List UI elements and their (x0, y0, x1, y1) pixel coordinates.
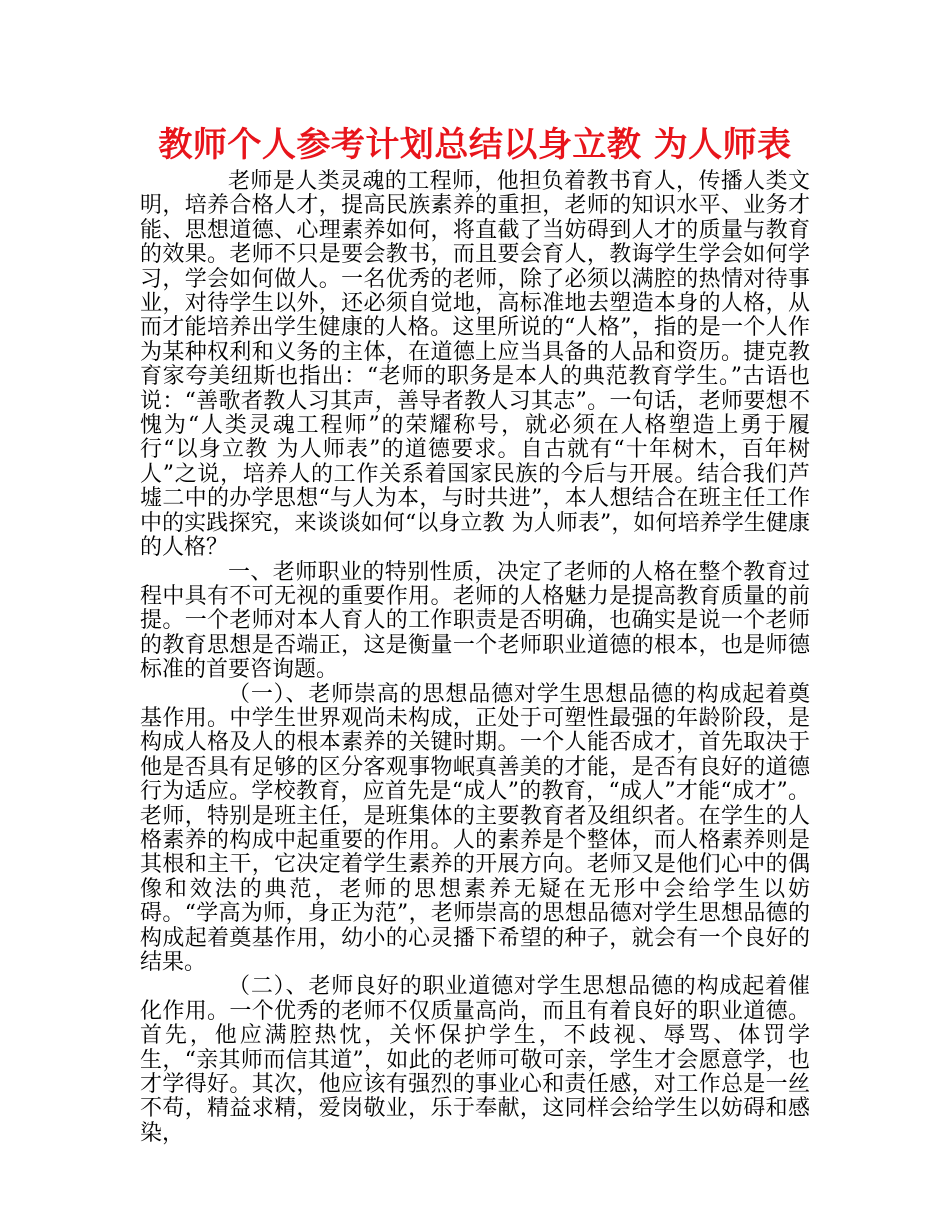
paragraph-section-1-2: （二）、老师良好的职业道德对学生思想品德的构成起着催化作用。一个优秀的老师不仅质量高尚，而且有着良好的职业道德。首先，他应满腔热忱，关怀保护学生，不歧视、辱骂、体罚学生，“亲其师而信其道”，如此的老师可敬可亲，学生才会愿意学，也才学得好。其次，他应该有强烈的事业心和责任感，对工作总是一丝不苟，精益求精，爱岗敬业，乐于奉献，这同样会给学生以妨碍和感染， (140, 974, 810, 1146)
document-title: 教师个人参考计划总结以身立教 为人师表 (158, 125, 792, 165)
paragraph-section-1-1: （一）、老师崇高的思想品德对学生思想品德的构成起着奠基作用。中学生世界观尚未构成，正处于可塑性最强的年龄阶段，是构成人格及人的根本素养的关键时期。一个人能否成才，首先取决于他是否具有足够的区分客观事物岷真善美的才能，是否有良好的道德行为适应。学校教育，应首先是“成人”的教育，“成人”才能“成才”。老师，特别是班主任，是班集体的主要教育者及组织者。在学生的人格素养的构成中起重要的作用。人的素养是个整体，而人格素养则是其根和主干，它决定着学生素养的开展方向。老师又是他们心中的偶像和效法的典范，老师的思想素养无疑在无形中会给学生以妨碍。“学高为师，身正为范”，老师崇高的思想品德对学生思想品德的构成起着奠基作用，幼小的心灵播下希望的种子，就会有一个良好的结果。 (140, 681, 810, 975)
paragraph-intro: 老师是人类灵魂的工程师，他担负着教书育人，传播人类文明，培养合格人才，提高民族素养的重担，老师的知识水平、业务才能、思想道德、心理素养如何，将直截了当妨碍到人才的质量与教育的效果。老师不只是要会教书，而且要会育人，教诲学生学会如何学习，学会如何做人。一名优秀的老师，除了必须以满腔的热情对待事业，对待学生以外，还必须自觉地，高标准地去塑造本身的人格，从而才能培养出学生健康的人格。这里所说的“人格”，指的是一个人作为某种权利和义务的主体，在道德上应当具备的人品和资历。捷克教育家夸美纽斯也指出：“老师的职务是本人的典范教育学生。”古语也说：“善歌者教人习其声，善导者教人习其志”。一句话，老师要想不愧为“人类灵魂工程师”的荣耀称号，就必须在人格塑造上勇于履行“以身立教 为人师表”的道德要求。自古就有“十年树木，百年树人”之说，培养人的工作关系着国家民族的今后与开展。结合我们芦墟二中的办学思想“与人为本，与时共进”，本人想结合在班主任工作中的实践探究，来谈谈如何“以身立教 为人师表”，如何培养学生健康的人格？ (140, 169, 810, 561)
paragraph-section-1: 一、老师职业的特别性质，决定了老师的人格在整个教育过程中具有不可无视的重要作用。老师的人格魅力是提高教育质量的前提。一个老师对本人育人的工作职责是否明确，也确实是说一个老师的教育思想是否端正，这是衡量一个老师职业道德的根本，也是师德标准的首要咨询题。 (140, 559, 810, 683)
document-page (140, 120, 810, 1146)
